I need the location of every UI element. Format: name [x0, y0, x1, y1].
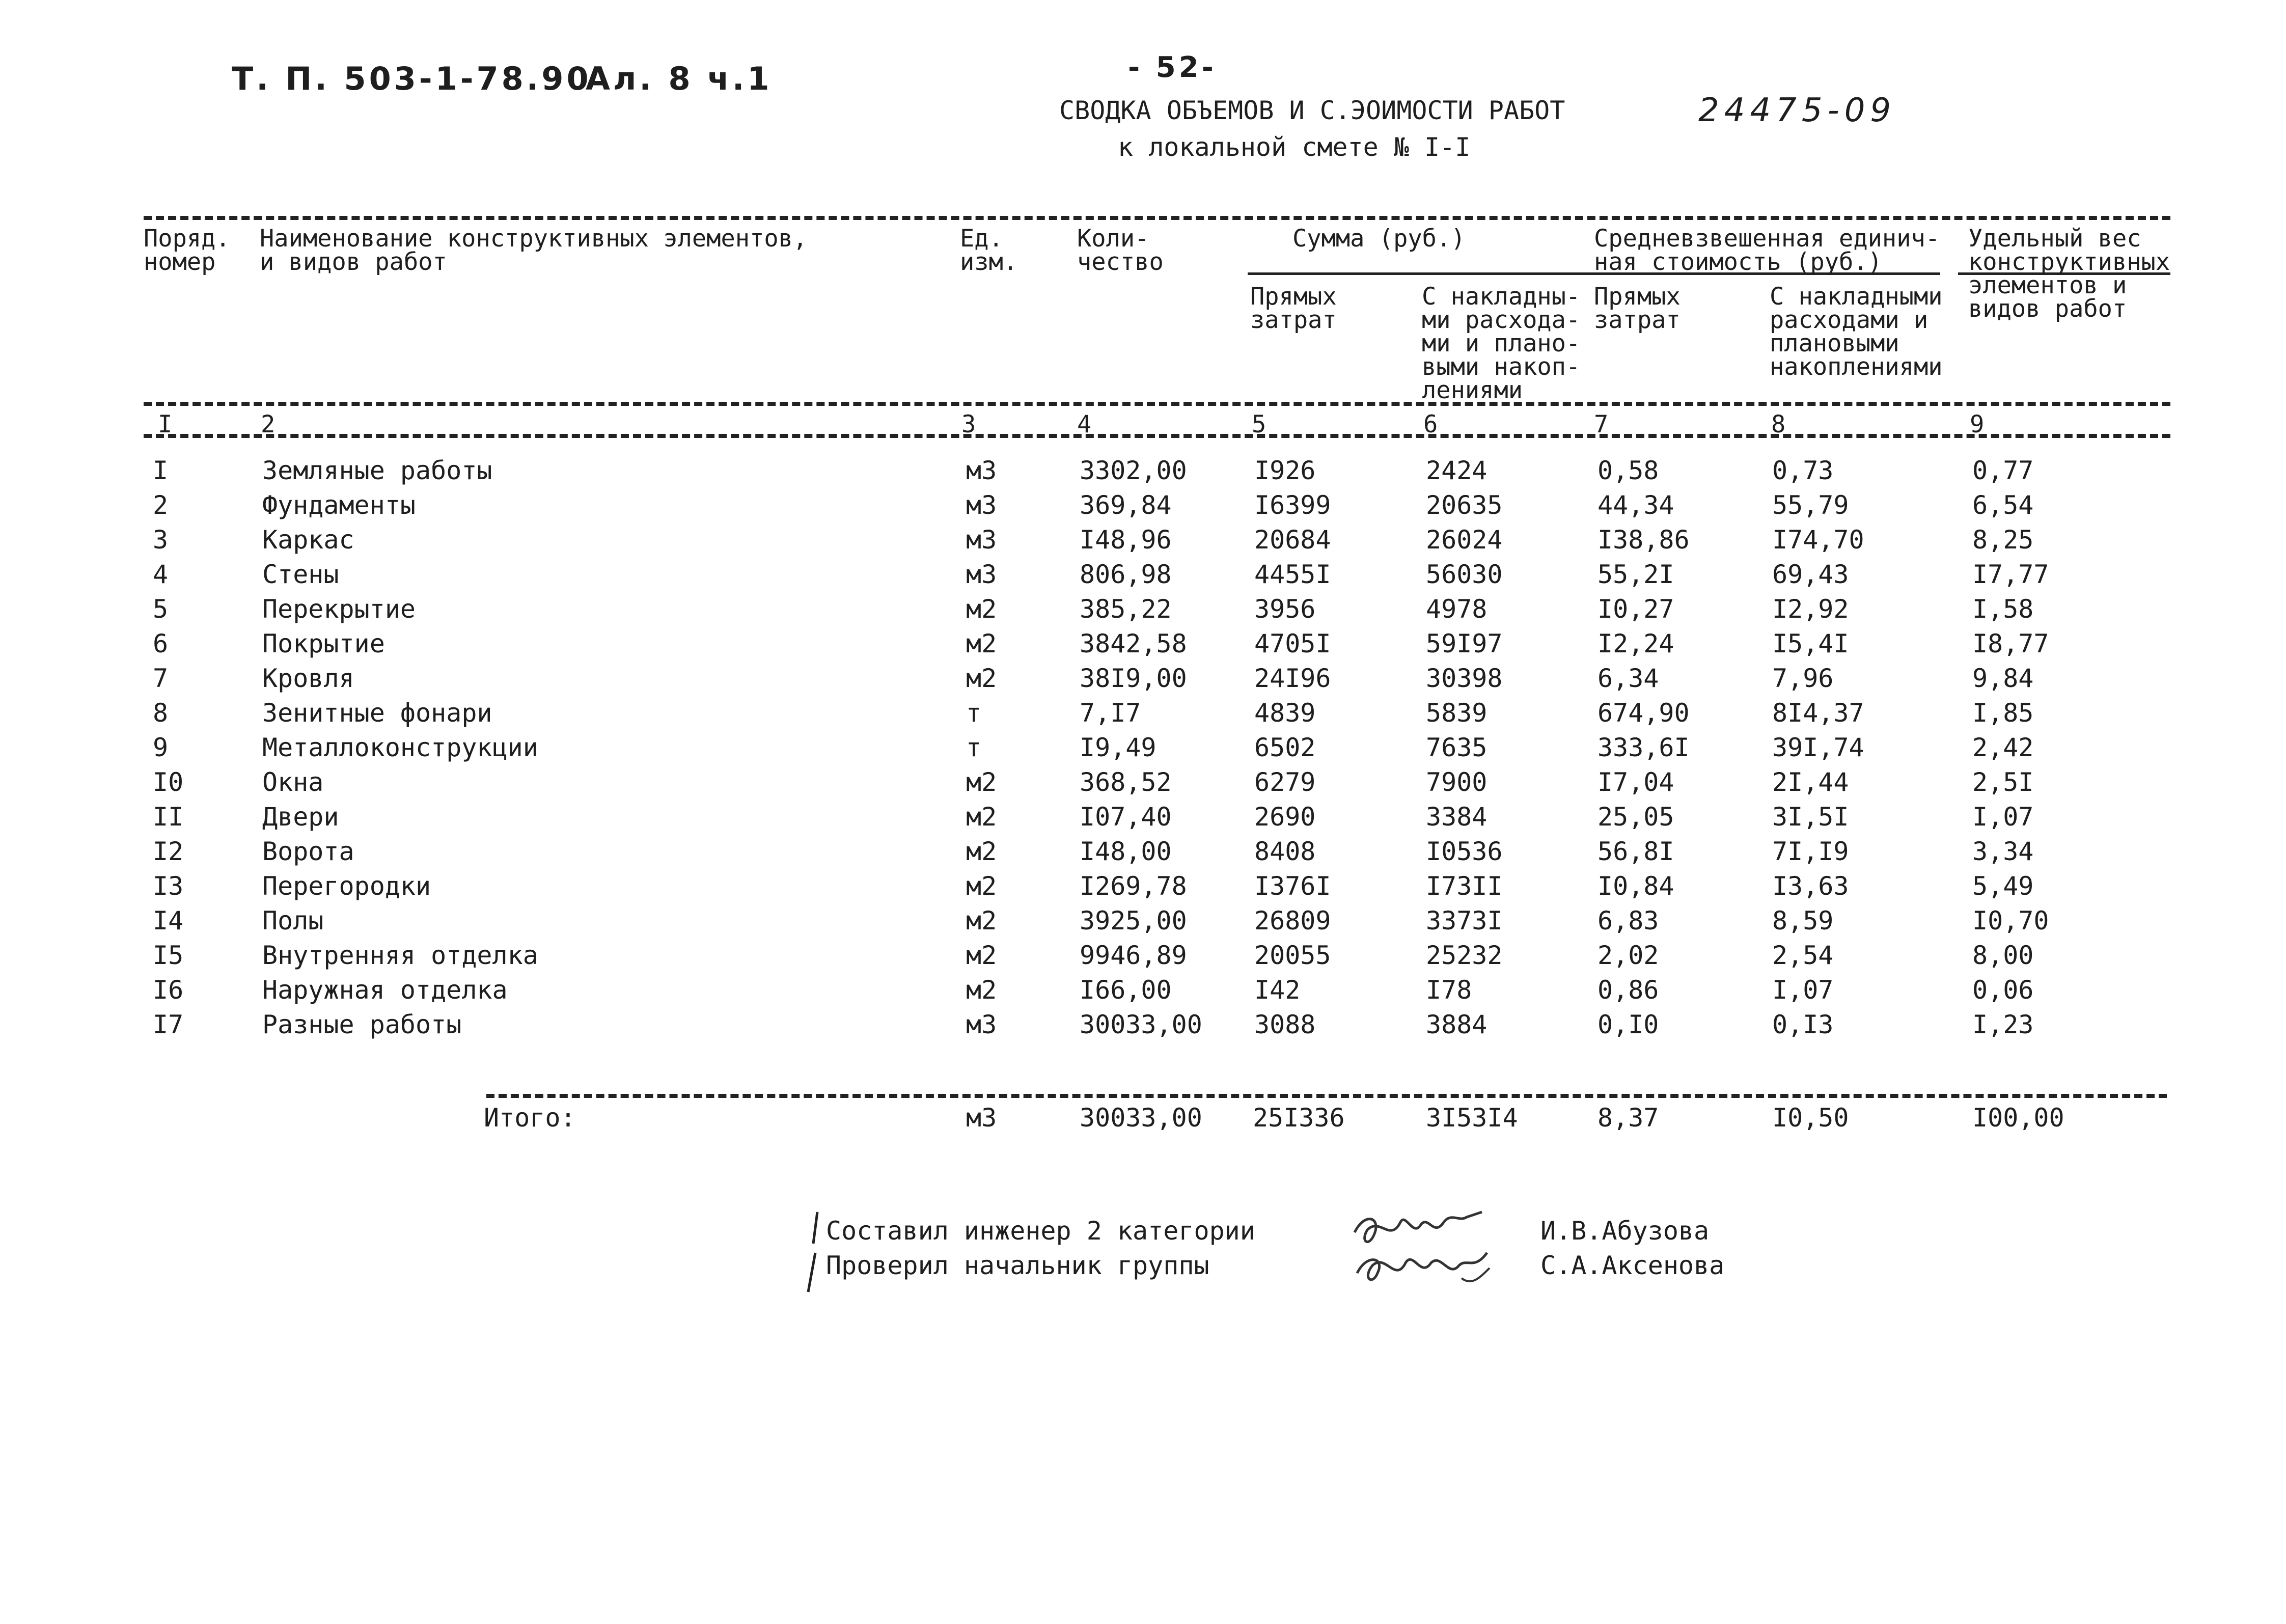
total-weight: I00,00: [1972, 1103, 2064, 1133]
cell-row-number: I6: [153, 975, 184, 1005]
cell-specific-weight: 5,49: [1972, 871, 2034, 901]
column-number: 4: [1077, 410, 1092, 438]
cell-row-number: I2: [153, 837, 184, 866]
cell-unit: м3: [966, 560, 997, 589]
cell-sum-direct: I42: [1254, 975, 1301, 1005]
cell-specific-weight: I,23: [1972, 1010, 2034, 1039]
cell-avg-overhead: 8,59: [1772, 906, 1834, 935]
cell-sum-overhead: 7635: [1426, 733, 1488, 762]
total-overhead: 3I53I4: [1426, 1103, 1518, 1133]
cell-sum-direct: 4455I: [1254, 560, 1331, 589]
cell-sum-overhead: I78: [1426, 975, 1472, 1005]
cell-avg-overhead: 0,I3: [1772, 1010, 1834, 1039]
cell-quantity: 3925,00: [1080, 906, 1187, 935]
cell-quantity: 38I9,00: [1080, 664, 1187, 693]
cell-specific-weight: 0,06: [1972, 975, 2034, 1005]
cell-sum-direct: 6279: [1254, 767, 1316, 797]
cell-unit: м2: [966, 802, 997, 832]
cell-avg-direct: 55,2I: [1598, 560, 1674, 589]
cell-avg-overhead: 7I,I9: [1772, 837, 1849, 866]
document-code: Т. П. 503-1-78.90: [232, 60, 592, 97]
cell-element-name: Покрытие: [262, 629, 385, 658]
cell-avg-direct: 6,34: [1598, 664, 1659, 693]
cell-quantity: I48,96: [1080, 525, 1172, 555]
header-avg-group: Средневзвешенная единич- ная стоимость (руб.): [1594, 225, 1940, 276]
cell-row-number: 9: [153, 733, 169, 762]
compiled-by-label: Составил инженер 2 категории: [826, 1216, 1255, 1246]
column-number: I: [158, 410, 173, 438]
cell-element-name: Стены: [262, 560, 339, 589]
cell-element-name: Внутренняя отделка: [262, 941, 538, 970]
page-number: - 52-: [1128, 51, 1217, 84]
column-number: 9: [1970, 410, 1985, 438]
cell-row-number: I3: [153, 871, 184, 901]
cell-specific-weight: 3,34: [1972, 837, 2034, 866]
cell-sum-direct: 2690: [1254, 802, 1316, 832]
cell-avg-direct: 2,02: [1598, 941, 1659, 970]
cell-unit: м2: [966, 837, 997, 866]
cell-avg-direct: 0,I0: [1598, 1010, 1659, 1039]
cell-sum-direct: I6399: [1254, 490, 1331, 520]
cell-unit: т: [966, 733, 982, 762]
total-avg-overhead: I0,50: [1772, 1103, 1849, 1133]
cell-sum-overhead: 30398: [1426, 664, 1503, 693]
cell-quantity: 9946,89: [1080, 941, 1187, 970]
album-number: Ал. 8 ч.1: [586, 60, 773, 97]
cell-avg-direct: 0,86: [1598, 975, 1659, 1005]
total-direct: 25I336: [1253, 1103, 1345, 1133]
cell-quantity: I66,00: [1080, 975, 1172, 1005]
cell-row-number: II: [153, 802, 184, 832]
cell-unit: м2: [966, 594, 997, 624]
cell-avg-overhead: 39I,74: [1772, 733, 1864, 762]
cell-quantity: 369,84: [1080, 490, 1172, 520]
cell-unit: м3: [966, 456, 997, 485]
cell-avg-overhead: 55,79: [1772, 490, 1849, 520]
cell-specific-weight: I0,70: [1972, 906, 2049, 935]
cell-unit: м2: [966, 871, 997, 901]
header-sum-group: Сумма (руб.): [1292, 225, 1466, 253]
cell-unit: м2: [966, 767, 997, 797]
cell-avg-direct: I2,24: [1598, 629, 1674, 658]
cell-sum-overhead: 5839: [1426, 698, 1488, 728]
cell-sum-overhead: 4978: [1426, 594, 1488, 624]
cell-quantity: 7,I7: [1080, 698, 1141, 728]
cell-row-number: 6: [153, 629, 169, 658]
total-label: Итого:: [484, 1103, 576, 1133]
cell-unit: м2: [966, 975, 997, 1005]
checked-by-name: С.А.Аксенова: [1540, 1251, 1725, 1280]
cell-quantity: 3842,58: [1080, 629, 1187, 658]
total-unit: м3: [966, 1103, 997, 1133]
cell-element-name: Окна: [262, 767, 324, 797]
cell-sum-direct: 8408: [1254, 837, 1316, 866]
cell-row-number: I5: [153, 941, 184, 970]
cell-avg-direct: 0,58: [1598, 456, 1659, 485]
cell-unit: м3: [966, 490, 997, 520]
compiled-by-name: И.В.Абузова: [1540, 1216, 1710, 1246]
cell-avg-overhead: 2I,44: [1772, 767, 1849, 797]
cell-sum-direct: I376I: [1254, 871, 1331, 901]
cell-specific-weight: I,07: [1972, 802, 2034, 832]
cell-element-name: Земляные работы: [262, 456, 492, 485]
cell-avg-overhead: 2,54: [1772, 941, 1834, 970]
cell-row-number: 5: [153, 594, 169, 624]
cell-sum-overhead: 3373I: [1426, 906, 1503, 935]
column-numbers-rule: [144, 434, 2170, 438]
column-number: 6: [1423, 410, 1438, 438]
cell-avg-overhead: I,07: [1772, 975, 1834, 1005]
cell-sum-overhead: 2424: [1426, 456, 1488, 485]
cell-element-name: Ворота: [262, 837, 354, 866]
cell-row-number: 8: [153, 698, 169, 728]
cell-sum-direct: 3088: [1254, 1010, 1316, 1039]
cell-specific-weight: I7,77: [1972, 560, 2049, 589]
signature-bracket-mark: [802, 1208, 822, 1295]
cell-sum-direct: 4705I: [1254, 629, 1331, 658]
header-element-name: Наименование конструктивных элементов, и видов работ: [260, 225, 808, 276]
cell-unit: м2: [966, 629, 997, 658]
table-top-rule: [144, 216, 2170, 220]
cell-avg-overhead: I2,92: [1772, 594, 1849, 624]
cell-avg-direct: 674,90: [1598, 698, 1690, 728]
cell-avg-overhead: 8I4,37: [1772, 698, 1864, 728]
cell-row-number: 3: [153, 525, 169, 555]
cell-sum-overhead: 3384: [1426, 802, 1488, 832]
cell-avg-direct: 44,34: [1598, 490, 1674, 520]
cell-avg-overhead: 3I,5I: [1772, 802, 1849, 832]
cell-quantity: 368,52: [1080, 767, 1172, 797]
cell-row-number: 7: [153, 664, 169, 693]
header-row-number: Поряд. номер: [144, 225, 230, 276]
cell-sum-direct: 20055: [1254, 941, 1331, 970]
column-number: 7: [1594, 410, 1609, 438]
cell-element-name: Фундаменты: [262, 490, 416, 520]
cell-specific-weight: I,58: [1972, 594, 2034, 624]
cell-avg-overhead: 7,96: [1772, 664, 1834, 693]
cell-row-number: I7: [153, 1010, 184, 1039]
cell-avg-direct: I38,86: [1598, 525, 1690, 555]
cell-element-name: Металлоконструкции: [262, 733, 538, 762]
cell-avg-direct: 6,83: [1598, 906, 1659, 935]
cell-row-number: 4: [153, 560, 169, 589]
cell-quantity: I48,00: [1080, 837, 1172, 866]
cell-sum-direct: 20684: [1254, 525, 1331, 555]
cell-unit: м3: [966, 525, 997, 555]
cell-specific-weight: 8,00: [1972, 941, 2034, 970]
cell-avg-direct: 333,6I: [1598, 733, 1690, 762]
cell-unit: м2: [966, 664, 997, 693]
cell-sum-direct: 4839: [1254, 698, 1316, 728]
column-number: 2: [261, 410, 276, 438]
header-sum-overhead: С накладны- ми расхода- ми и плано- выми накоп- лениями: [1422, 283, 1581, 404]
header-bottom-rule: [144, 402, 2170, 406]
header-unit: Ед. изм.: [960, 225, 1018, 276]
cell-specific-weight: 9,84: [1972, 664, 2034, 693]
cell-element-name: Перекрытие: [262, 594, 416, 624]
cell-element-name: Полы: [262, 906, 324, 935]
cell-quantity: 30033,00: [1080, 1010, 1202, 1039]
cell-quantity: 385,22: [1080, 594, 1172, 624]
cell-avg-overhead: 69,43: [1772, 560, 1849, 589]
cell-quantity: I9,49: [1080, 733, 1156, 762]
cell-element-name: Перегородки: [262, 871, 431, 901]
cell-specific-weight: 6,54: [1972, 490, 2034, 520]
cell-sum-overhead: 56030: [1426, 560, 1503, 589]
header-avg-overhead: С накладными расходами и плановыми накоплениями: [1770, 283, 1943, 381]
document-title: СВОДКА ОБЪЕМОВ И С.ЭОИМОСТИ РАБОТ: [1059, 96, 1565, 125]
cell-avg-direct: 25,05: [1598, 802, 1674, 832]
cell-avg-direct: I0,27: [1598, 594, 1674, 624]
header-specific-weight: Удельный вес конструктивных элементов и видов работ: [1968, 225, 2170, 323]
total-avg-direct: 8,37: [1598, 1103, 1659, 1133]
cell-sum-overhead: I73II: [1426, 871, 1503, 901]
column-number: 3: [961, 410, 976, 438]
cell-element-name: Наружная отделка: [262, 975, 508, 1005]
cell-sum-overhead: 7900: [1426, 767, 1488, 797]
cell-sum-direct: 26809: [1254, 906, 1331, 935]
cell-element-name: Каркас: [262, 525, 354, 555]
cell-specific-weight: I8,77: [1972, 629, 2049, 658]
cell-quantity: I269,78: [1080, 871, 1187, 901]
column-number: 8: [1771, 410, 1786, 438]
inventory-number: 24475-09: [1698, 92, 1896, 129]
cell-avg-direct: I0,84: [1598, 871, 1674, 901]
cell-row-number: I: [153, 456, 169, 485]
cell-unit: м2: [966, 941, 997, 970]
cell-specific-weight: I,85: [1972, 698, 2034, 728]
cell-unit: м2: [966, 906, 997, 935]
cell-avg-direct: I7,04: [1598, 767, 1674, 797]
cell-sum-direct: I926: [1254, 456, 1316, 485]
cell-element-name: Зенитные фонари: [262, 698, 492, 728]
cell-avg-overhead: I5,4I: [1772, 629, 1849, 658]
cell-specific-weight: 2,42: [1972, 733, 2034, 762]
checked-by-label: Проверил начальник группы: [826, 1251, 1209, 1280]
cell-avg-overhead: 0,73: [1772, 456, 1834, 485]
cell-sum-overhead: 26024: [1426, 525, 1503, 555]
header-avg-direct: Прямых затрат: [1594, 283, 1681, 334]
column-number: 5: [1252, 410, 1266, 438]
cell-sum-direct: 6502: [1254, 733, 1316, 762]
cell-sum-overhead: 59I97: [1426, 629, 1503, 658]
cell-element-name: Двери: [262, 802, 339, 832]
cell-quantity: 3302,00: [1080, 456, 1187, 485]
document-subtitle: к локальной смете № I-I: [1118, 132, 1471, 162]
handwritten-signature-icon: [1344, 1202, 1492, 1299]
cell-sum-overhead: 3884: [1426, 1010, 1488, 1039]
cell-element-name: Разные работы: [262, 1010, 462, 1039]
header-quantity: Коли- чество: [1077, 225, 1164, 276]
cell-specific-weight: 2,5I: [1972, 767, 2034, 797]
cell-row-number: 2: [153, 490, 169, 520]
cell-specific-weight: 8,25: [1972, 525, 2034, 555]
cell-specific-weight: 0,77: [1972, 456, 2034, 485]
header-sum-direct: Прямых затрат: [1250, 283, 1337, 334]
total-quantity: 30033,00: [1080, 1103, 1202, 1133]
cell-unit: т: [966, 698, 982, 728]
cell-sum-overhead: 20635: [1426, 490, 1503, 520]
cell-row-number: I4: [153, 906, 184, 935]
cell-unit: м3: [966, 1010, 997, 1039]
cell-quantity: 806,98: [1080, 560, 1172, 589]
cell-quantity: I07,40: [1080, 802, 1172, 832]
cell-sum-direct: 3956: [1254, 594, 1316, 624]
cell-avg-overhead: I3,63: [1772, 871, 1849, 901]
cell-sum-direct: 24I96: [1254, 664, 1331, 693]
total-rule: [486, 1094, 2167, 1098]
cell-row-number: I0: [153, 767, 184, 797]
cell-avg-overhead: I74,70: [1772, 525, 1864, 555]
cell-avg-direct: 56,8I: [1598, 837, 1674, 866]
cell-sum-overhead: 25232: [1426, 941, 1503, 970]
cell-element-name: Кровля: [262, 664, 354, 693]
cell-sum-overhead: I0536: [1426, 837, 1503, 866]
